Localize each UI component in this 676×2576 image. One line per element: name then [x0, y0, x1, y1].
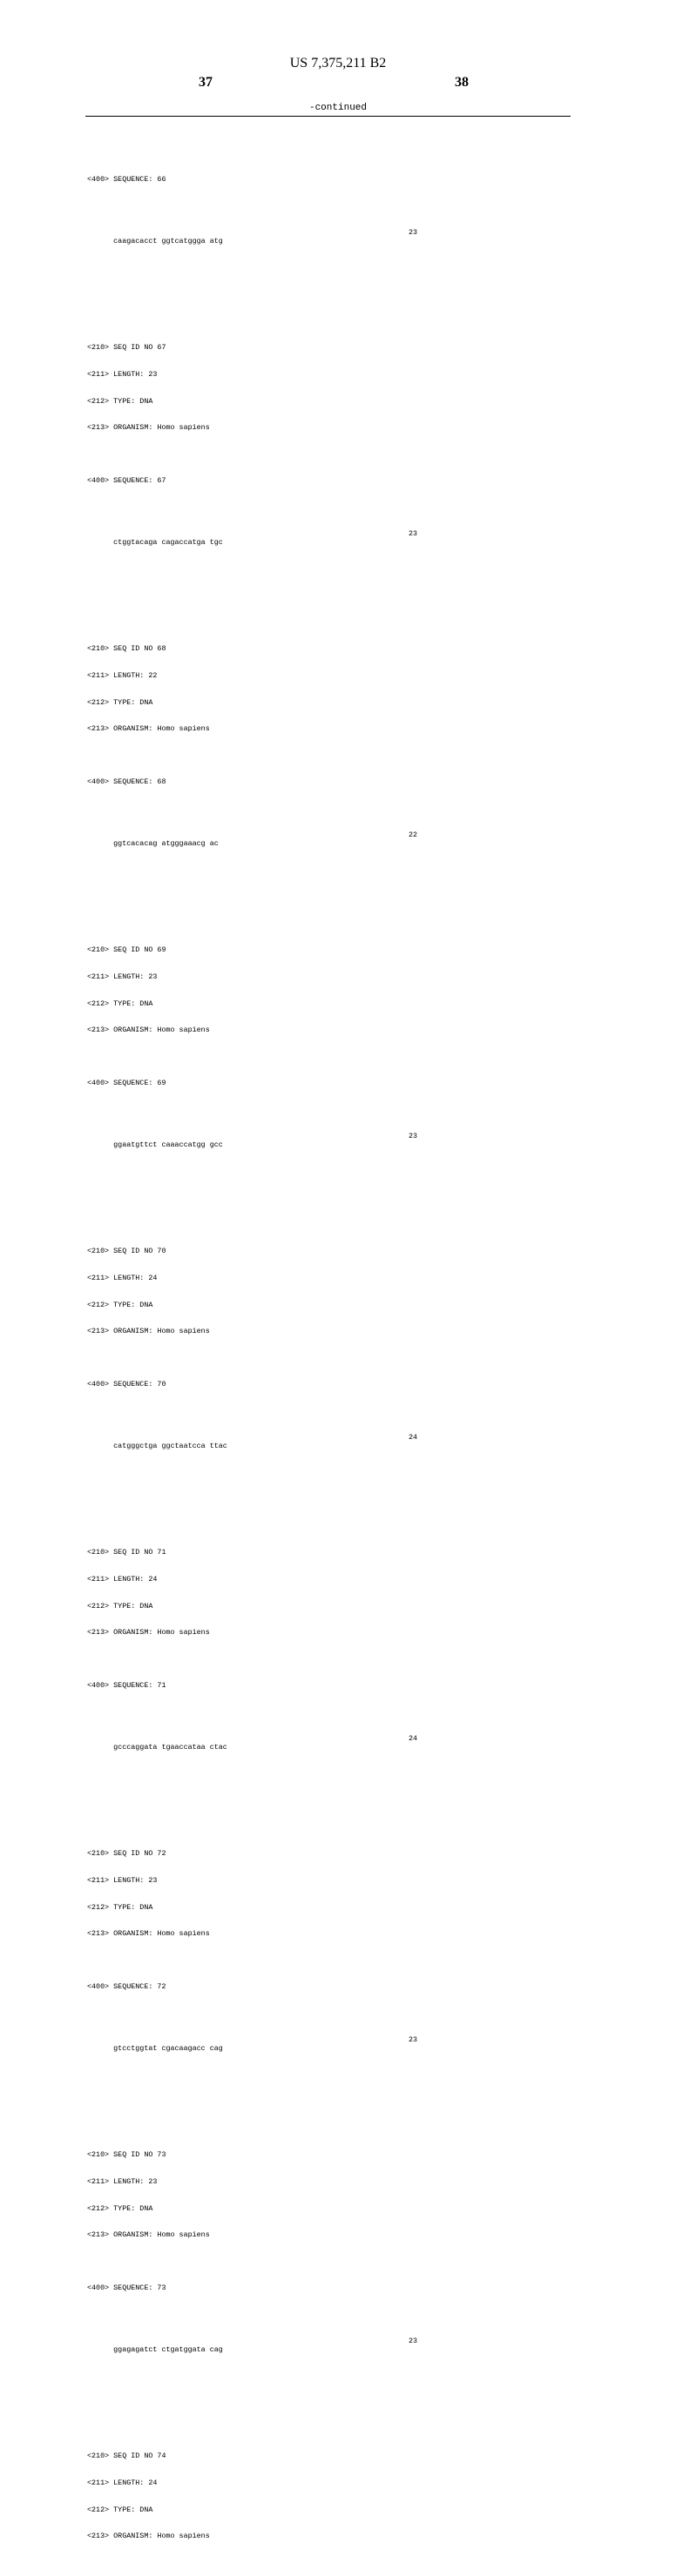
sequence-line: [87, 2035, 558, 2054]
sequence-text: ggagagatct ctgatggata cag: [113, 2345, 223, 2355]
sequence-line: [87, 228, 558, 246]
length-line: <211> LENGTH: 23: [87, 972, 158, 982]
sequence-line: [87, 1734, 558, 1752]
sequence-label: <400> SEQUENCE: 68: [87, 777, 166, 787]
sequence-entry-70: [87, 1229, 558, 1460]
organism-line: <213> ORGANISM: Homo sapiens: [87, 1327, 210, 1336]
sequence-length: 24: [409, 1734, 418, 1744]
sequence-entry-71: [87, 1530, 558, 1761]
sequence-text: ggaatgttct caaaccatgg gcc: [113, 1140, 223, 1150]
sequence-length: 24: [409, 1433, 418, 1443]
page-number-left: 37: [199, 75, 213, 90]
header-rule: [85, 116, 571, 117]
sequence-entry-69: [87, 928, 558, 1159]
sequence-entry-68: [87, 627, 558, 858]
sequence-text: gtcctggtat cgacaagacc cag: [113, 2044, 223, 2054]
organism-line: <213> ORGANISM: Homo sapiens: [87, 1929, 210, 1939]
sequence-text: ctggtacaga cagaccatga tgc: [113, 538, 223, 548]
sequence-entry-72: [87, 1832, 558, 2062]
patent-number: US 7,375,211 B2: [289, 56, 387, 71]
seq-id-line: <210> SEQ ID NO 68: [87, 644, 166, 654]
continued-label: -continued: [308, 103, 367, 113]
sequence-listing: [87, 122, 558, 2576]
length-line: <211> LENGTH: 23: [87, 2177, 158, 2187]
sequence-entry-67: [87, 326, 558, 556]
seq-id-line: <210> SEQ ID NO 69: [87, 945, 166, 955]
sequence-label: <400> SEQUENCE: 66: [87, 175, 166, 185]
sequence-label: <400> SEQUENCE: 70: [87, 1380, 166, 1389]
length-line: <211> LENGTH: 23: [87, 1876, 158, 1886]
sequence-label: <400> SEQUENCE: 67: [87, 476, 166, 486]
seq-id-line: <210> SEQ ID NO 71: [87, 1548, 166, 1557]
sequence-length: 23: [409, 2035, 418, 2045]
length-line: <211> LENGTH: 24: [87, 2478, 158, 2488]
sequence-label: <400> SEQUENCE: 72: [87, 1982, 166, 1992]
sequence-line: [87, 2337, 558, 2355]
organism-line: <213> ORGANISM: Homo sapiens: [87, 1628, 210, 1638]
type-line: <212> TYPE: DNA: [87, 1300, 153, 1309]
length-line: <211> LENGTH: 24: [87, 1575, 158, 1584]
type-line: <212> TYPE: DNA: [87, 396, 153, 406]
sequence-length: 23: [409, 529, 418, 539]
type-line: <212> TYPE: DNA: [87, 2505, 153, 2514]
sequence-text: gcccaggata tgaaccataa ctac: [113, 1743, 227, 1752]
organism-line: <213> ORGANISM: Homo sapiens: [87, 423, 210, 433]
organism-line: <213> ORGANISM: Homo sapiens: [87, 724, 210, 734]
seq-id-line: <210> SEQ ID NO 73: [87, 2150, 166, 2160]
sequence-line: [87, 1433, 558, 1451]
seq-id-line: <210> SEQ ID NO 70: [87, 1247, 166, 1256]
sequence-text: caagacacct ggtcatggga atg: [113, 237, 223, 246]
organism-line: <213> ORGANISM: Homo sapiens: [87, 2230, 210, 2240]
sequence-line: [87, 831, 558, 849]
sequence-text: catgggctga ggctaatcca ttac: [113, 1442, 227, 1451]
length-line: <211> LENGTH: 23: [87, 370, 158, 380]
sequence-label: <400> SEQUENCE: 69: [87, 1079, 166, 1088]
sequence-block-66: [87, 158, 558, 255]
sequence-entry-74: [87, 2434, 558, 2559]
sequence-line: [87, 1132, 558, 1150]
seq-id-line: <210> SEQ ID NO 67: [87, 343, 166, 353]
sequence-entry-73: [87, 2133, 558, 2364]
type-line: <212> TYPE: DNA: [87, 1902, 153, 1912]
seq-id-line: <210> SEQ ID NO 74: [87, 2452, 166, 2461]
type-line: <212> TYPE: DNA: [87, 1601, 153, 1611]
type-line: <212> TYPE: DNA: [87, 2203, 153, 2213]
type-line: <212> TYPE: DNA: [87, 697, 153, 707]
length-line: <211> LENGTH: 22: [87, 671, 158, 681]
sequence-label: <400> SEQUENCE: 73: [87, 2283, 166, 2293]
page-number-right: 38: [455, 75, 469, 90]
organism-line: <213> ORGANISM: Homo sapiens: [87, 1026, 210, 1035]
sequence-length: 22: [409, 831, 418, 840]
sequence-label: <400> SEQUENCE: 71: [87, 1681, 166, 1691]
sequence-length: 23: [409, 1132, 418, 1141]
length-line: <211> LENGTH: 24: [87, 1274, 158, 1283]
sequence-line: [87, 529, 558, 548]
type-line: <212> TYPE: DNA: [87, 999, 153, 1008]
sequence-length: 23: [409, 228, 418, 238]
seq-id-line: <210> SEQ ID NO 72: [87, 1849, 166, 1859]
sequence-length: 23: [409, 2337, 418, 2346]
organism-line: <213> ORGANISM: Homo sapiens: [87, 2532, 210, 2541]
sequence-text: ggtcacacag atgggaaacg ac: [113, 839, 219, 849]
